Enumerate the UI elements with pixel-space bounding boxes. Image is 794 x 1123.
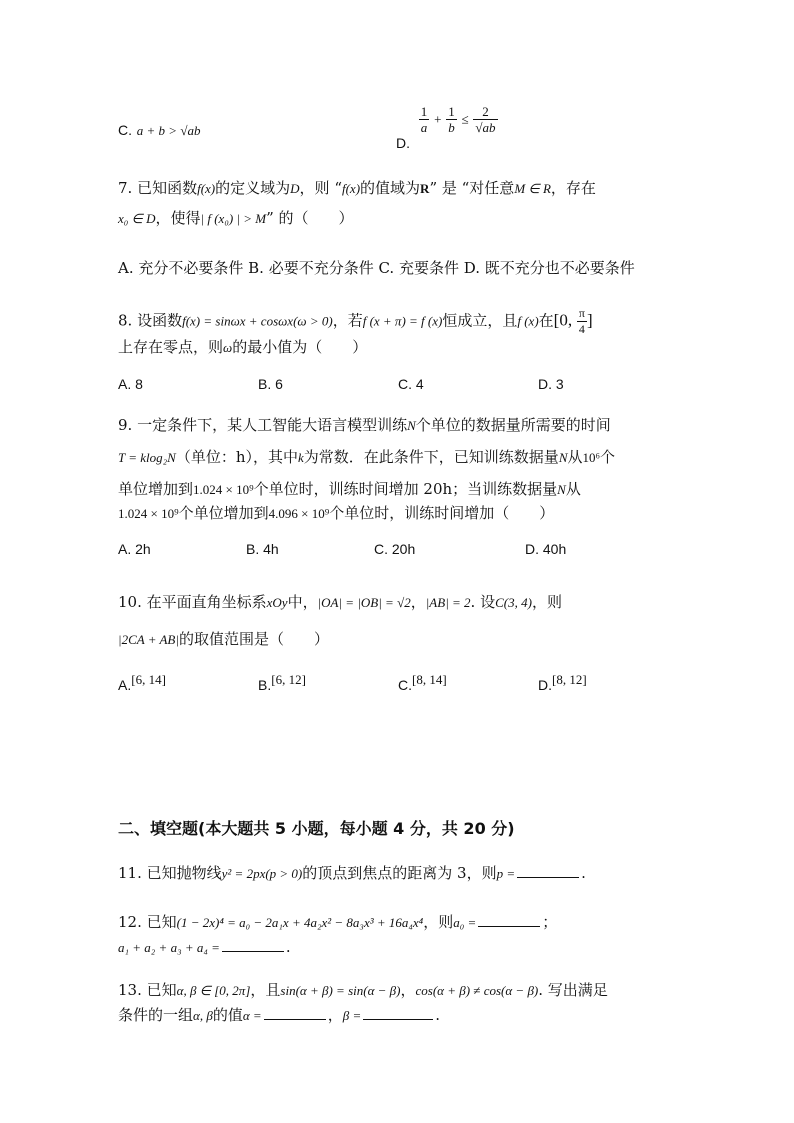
answer-blank[interactable] — [478, 914, 540, 927]
q10-option-b: B.[6, 12] — [258, 672, 306, 693]
option-label: C. — [118, 122, 132, 138]
q9-line-2: T = klog₂N（单位：h），其中k为常数．在此条件下，已知训练数据量N从10⁶个 — [118, 448, 616, 466]
q9-option-b: B. 4h — [246, 541, 279, 557]
q12-line-1: 12. 已知(1 − 2x)⁴ = a₀ − 2a₁x + 4a₂x² − 8a₃x³ + 16a₄x⁴，则a₀ = ； — [118, 913, 558, 931]
q9-line-3: 单位增加到1.024 × 10⁹个单位时，训练时间增加 20h；当训练数据量N从 — [118, 480, 581, 498]
option-label: D. — [396, 135, 410, 151]
answer-blank[interactable] — [222, 939, 284, 952]
answer-blank[interactable] — [264, 1007, 326, 1020]
answer-blank[interactable] — [363, 1007, 433, 1020]
q6-option-d — [396, 104, 498, 151]
q10-line-2: |2CA + AB|的取值范围是（ ） — [118, 630, 329, 648]
q9-option-c: C. 20h — [374, 541, 416, 557]
q8-option-d: D. 3 — [538, 376, 564, 392]
q8-option-b: B. 6 — [258, 376, 283, 392]
q10-line-1: 10. 在平面直角坐标系xOy中，|OA| = |OB| = √2，|AB| = 2. 设C(3, 4)，则 — [118, 593, 562, 611]
q9-line-4: 1.024 × 10⁹个单位增加到4.096 × 10⁹个单位时，训练时间增加（ ） — [118, 504, 555, 522]
q6-d-expression: $\frac{1}{a}$ + $\frac{1}{b}$ ≤ $\frac{2}{√ab}$ — [420, 104, 496, 135]
answer-blank[interactable] — [517, 865, 579, 878]
q6-c-expression: a + b > √ab — [136, 123, 201, 138]
q10-option-c: C.[8, 14] — [398, 672, 447, 693]
q8-option-c: C. 4 — [398, 376, 424, 392]
q7-line-2: x₀ ∈ D，使得| f (x₀) | > M” 的（ ） — [118, 209, 354, 227]
section-heading: 二、填空题(本大题共 5 小题，每小题 4 分，共 20 分) — [118, 819, 515, 838]
q13-line-2: 条件的一组α, β的值α = ，β = . — [118, 1006, 440, 1024]
q9-line-1: 9. 一定条件下，某人工智能大语言模型训练N个单位的数据量所需要的时间 — [118, 416, 611, 434]
q10-option-d: D.[8, 12] — [538, 672, 587, 693]
q7-options: A. 充分不必要条件 B. 必要不充分条件 C. 充要条件 D. 既不充分也不必要条件 — [118, 259, 635, 277]
q8-line-1: 8. 设函数f(x) = sinωx + cosωx(ω > 0)，若f (x + π) = f (x)恒成立，且f (x)在[0, $\frac{\pi}{4}$ ] — [118, 306, 593, 336]
q9-option-d: D. 40h — [525, 541, 567, 557]
q7-line-1: 7. 已知函数f(x)的定义域为D，则 “f(x)的值域为R” 是 “对任意M ∈ R，存在 — [118, 179, 596, 197]
q8-option-a: A. 8 — [118, 376, 143, 392]
q10-option-a: A.[6, 14] — [118, 672, 166, 693]
q11: 11. 已知抛物线y² = 2px(p > 0)的顶点到焦点的距离为 3，则p = . — [118, 864, 586, 882]
q9-option-a: A. 2h — [118, 541, 151, 557]
q12-line-2: a₁ + a₂ + a₃ + a₄ = . — [118, 938, 291, 956]
q13-line-1: 13. 已知α, β ∈ [0, 2π]，且sin(α + β) = sin(α − β)，cos(α + β) ≠ cos(α − β). 写出满足 — [118, 981, 608, 999]
q8-line-2: 上存在零点，则ω的最小值为（ ） — [118, 338, 368, 356]
q6-option-c — [118, 121, 200, 139]
